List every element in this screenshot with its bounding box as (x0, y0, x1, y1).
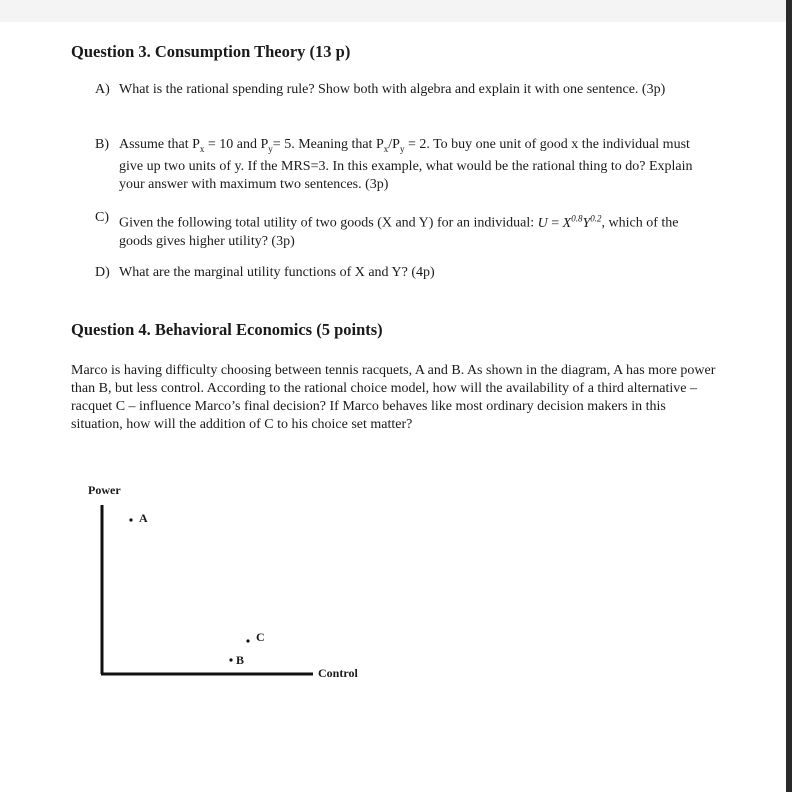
utility-formula: $U = X^{0.8}Y^{0.2}$ (537, 213, 602, 231)
point-a-label: A (139, 511, 148, 525)
point-a-dot (129, 518, 132, 521)
question-4-body: Marco is having difficulty choosing between tennis racquets, A and B. As shown in the diagram, A has more power than B, but less control. According to the rational choice model, how will the availability of a third alternative – racquet C – influence Marco’s final decision? If Marco behaves like most ordinary decision makers in this situation, how will the addition of C to his choice set matter? (71, 363, 716, 432)
question-3c-label: C) (95, 210, 109, 225)
point-b-label: B (236, 653, 245, 667)
y-axis-label: Power (88, 483, 121, 497)
question-3a-text: What is the rational spending rule? Show both with algebra and explain it with one sentence. (3p) (119, 82, 666, 97)
question-3d-label: D) (95, 265, 110, 280)
question-3b-text: Assume that $P_x = 10$ and $P_y= 5$. Meaning that $P_x/P_y = 2$. To buy one unit of good x the individual must give up two units of y. If the MRS=3. In this example, what would be the rational thing to do? Explain your answer with maximum two sentences. (3p) (119, 137, 693, 192)
point-c-label: C (256, 630, 265, 644)
question-3c-text: Given the following total utility of two goods (X and Y) for an individual: $U = X^{0.8}Y^{0.2}$, which of the goods gives higher utility? (3p) (119, 213, 679, 249)
point-b-dot (229, 658, 232, 661)
x-axis-label: Control (318, 666, 358, 680)
question-3-title: Question 3. Consumption Theory (13 p) (71, 42, 351, 61)
question-3b-label: B) (95, 137, 109, 152)
question-4-title: Question 4. Behavioral Economics (5 points) (71, 320, 383, 339)
point-c-dot (246, 639, 249, 642)
question-3d-text: What are the marginal utility functions of X and Y? (4p) (119, 265, 435, 280)
question-3a-label: A) (95, 82, 110, 97)
